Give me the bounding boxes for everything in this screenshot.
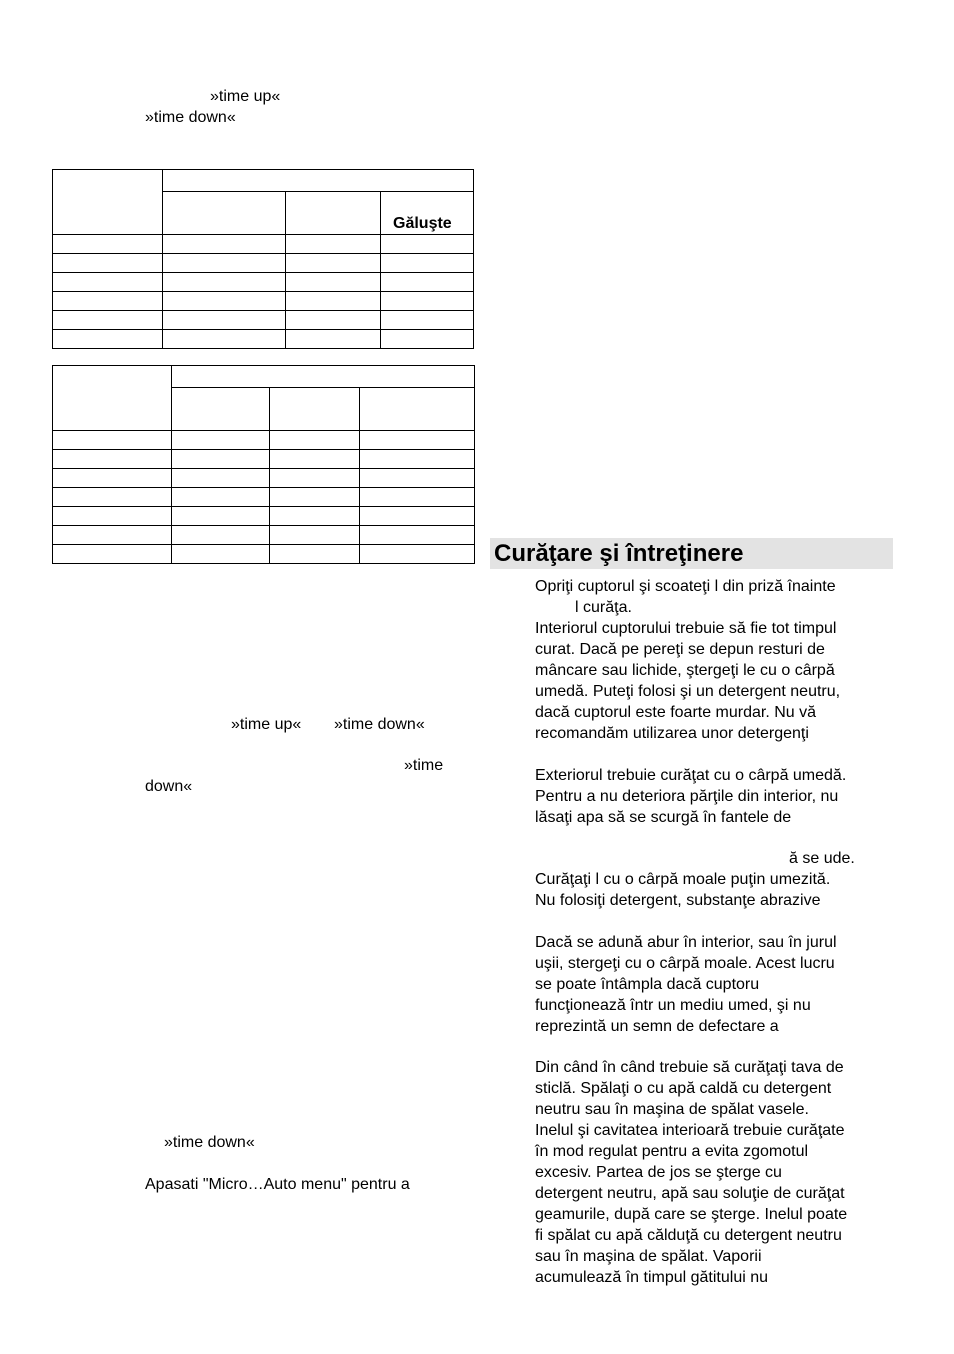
table1-col-header [163, 192, 286, 235]
paragraph-exterior [535, 765, 846, 828]
table1-col-header-galuste: Găluşte [381, 192, 474, 235]
text-line: Opriţi cuptorul şi scoateţi l din priză înainte [535, 578, 836, 595]
text-line: Exteriorul trebuie curăţat cu o cârpă umedă. [535, 767, 847, 784]
text-line: detergent neutru, apă sau soluţie de curăţat [535, 1185, 845, 1202]
text-line: funcţionează într un mediu umed, şi nu [535, 997, 811, 1014]
text-line: mâncare sau lichide, ştergeţi le cu o cârpă [535, 662, 835, 679]
table1-group-header [163, 170, 474, 192]
text-line: reprezintă un semn de defectare a [535, 1018, 779, 1035]
time-down-label-part1: »time [404, 757, 444, 774]
table-row [53, 545, 475, 564]
table2-col-header [360, 388, 475, 431]
text-line: dacă cuptorul este foarte murdar. Nu vă [535, 704, 817, 721]
text-line: neutru sau în maşina de spălat vasele. [535, 1101, 809, 1118]
time-up-label: »time up« [231, 716, 302, 733]
text-line: lăsaţi apa să se scurgă în fantele de [535, 809, 792, 826]
table-row [53, 311, 474, 330]
table-row [53, 235, 474, 254]
table-row [53, 450, 475, 469]
table2-col-header [270, 388, 360, 431]
table-row [53, 469, 475, 488]
table-row [53, 526, 475, 545]
time-down-label-part2: down« [145, 778, 193, 795]
table1-col-header [286, 192, 381, 235]
paragraph-unplug [535, 576, 836, 618]
table2-col-header [172, 388, 270, 431]
auto-menu-instruction: Apasati "Micro…Auto menu" pentru a [145, 1176, 410, 1193]
text-line: Nu folosiţi detergent, substanţe abrazive [535, 892, 821, 909]
text-line: geamurile, după care se şterge. Inelul poate [535, 1206, 848, 1223]
section-heading: Curăţare şi întreţinere [490, 538, 893, 569]
table2-corner-cell [53, 366, 172, 431]
paragraph-steam [535, 932, 837, 1037]
text-line: recomandăm utilizarea unor detergenţi [535, 725, 809, 742]
text-line: curat. Dacă pe pereţi se depun resturi de [535, 641, 825, 658]
text-line: Pentru a nu deteriora părţile din interior, nu [535, 788, 839, 805]
paragraph-glass-tray [535, 1057, 847, 1288]
text-line: sticlă. Spălaţi o cu apă caldă cu detergent [535, 1080, 832, 1097]
table-row [53, 488, 475, 507]
text-line: uşii, stergeţi cu o cârpă moale. Acest lucru [535, 955, 835, 972]
text-line: umedă. Puteţi folosi şi un detergent neutru, [535, 683, 841, 700]
text-line: Curăţaţi l cu o cârpă moale puţin umezită. [535, 871, 831, 888]
table-row [53, 431, 475, 450]
table-row [53, 254, 474, 273]
cooking-table-1 [52, 169, 474, 349]
table-row [53, 273, 474, 292]
table2-group-header [172, 366, 475, 388]
time-up-label: »time up« [210, 88, 281, 105]
text-line: Dacă se adună abur în interior, sau în jurul [535, 934, 837, 951]
time-down-label: »time down« [164, 1134, 255, 1151]
paragraph-wipe [535, 848, 855, 911]
table-row [53, 292, 474, 311]
text-line: excesiv. Partea de jos se şterge cu [535, 1164, 782, 1181]
text-line: Interiorul cuptorului trebuie să fie tot timpul [535, 620, 837, 637]
text-line: în mod regulat pentru a evita zgomotul [535, 1143, 809, 1160]
text-line: ă se ude. [789, 850, 855, 867]
time-down-label: »time down« [145, 109, 236, 126]
table-row [53, 330, 474, 349]
table1-corner-cell [53, 170, 163, 235]
cooking-table-2 [52, 365, 475, 564]
text-line: fi spălat cu apă călduţă cu detergent neutru [535, 1227, 842, 1244]
text-line: acumulează în timpul gătitului nu [535, 1269, 769, 1286]
text-line: sau în maşina de spălat. Vaporii [535, 1248, 762, 1265]
table-row [53, 507, 475, 526]
text-line: Din când în când trebuie să curăţaţi tava de [535, 1059, 844, 1076]
text-line: l curăţa. [575, 599, 632, 616]
time-down-label: »time down« [334, 716, 425, 733]
text-line: se poate întâmpla dacă cuptoru [535, 976, 760, 993]
text-line: Inelul şi cavitatea interioară trebuie curăţate [535, 1122, 845, 1139]
paragraph-interior [535, 618, 840, 744]
